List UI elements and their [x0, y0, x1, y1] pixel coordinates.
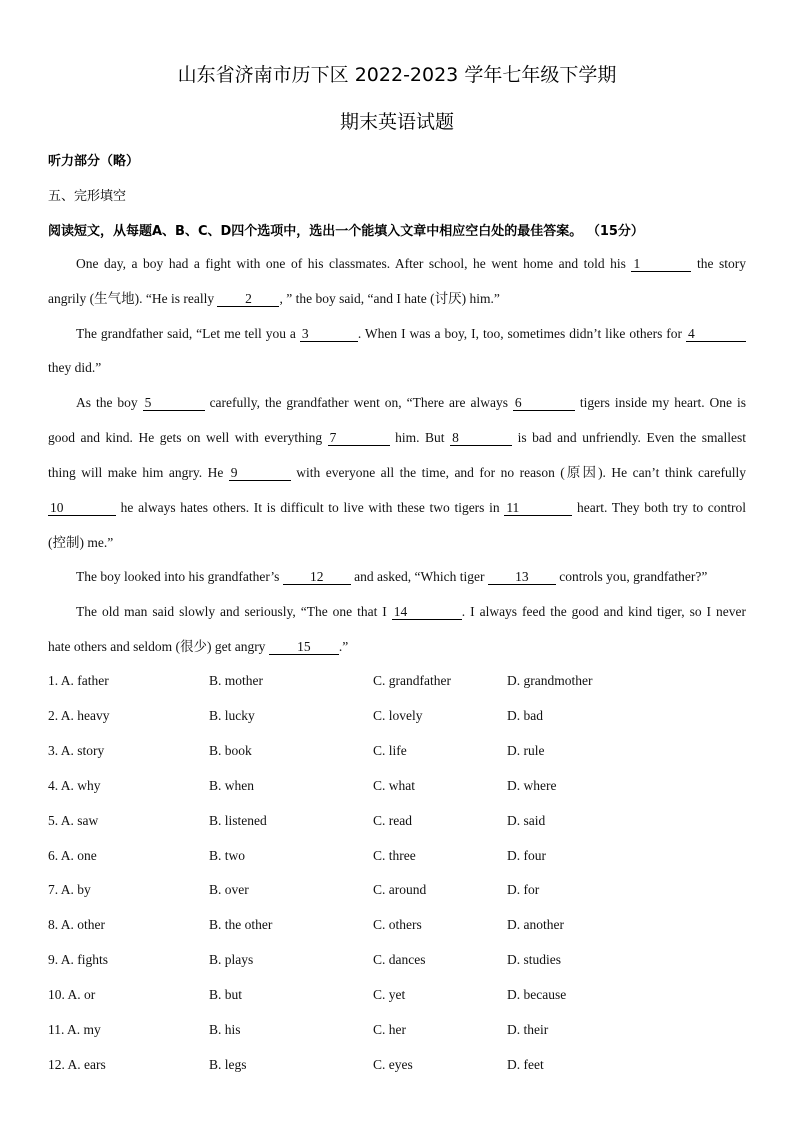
- option-c[interactable]: C. eyes: [373, 1057, 413, 1072]
- option-a[interactable]: 11. A. my: [48, 1022, 101, 1037]
- passage-line: [76, 567, 746, 587]
- option-c[interactable]: C. life: [373, 743, 407, 758]
- answer-blank: 4: [686, 326, 746, 342]
- option-a[interactable]: 9. A. fights: [48, 952, 109, 967]
- option-b[interactable]: B. his: [209, 1022, 241, 1037]
- passage-text: tigers inside my heart. One is: [574, 395, 746, 410]
- option-d[interactable]: D. another: [507, 917, 564, 932]
- option-d[interactable]: D. where: [507, 778, 557, 793]
- option-c[interactable]: C. read: [373, 813, 412, 828]
- passage-text: . I always feed the good and kind tiger, so I never: [461, 604, 746, 619]
- option-b[interactable]: B. plays: [209, 952, 254, 967]
- option-d[interactable]: D. rule: [507, 743, 545, 758]
- cloze-instruction: 阅读短文，从每题A、B、C、D四个选项中，选出一个能填入文章中相应空白处的最佳答案。 （15分）: [48, 224, 644, 239]
- answer-blank: 14: [392, 604, 462, 620]
- option-a[interactable]: 7. A. by: [48, 882, 91, 897]
- question-option-row: [0, 987, 794, 1007]
- passage-text: carefully, the grandfather went on, “There are always: [204, 395, 513, 410]
- option-b[interactable]: B. listened: [209, 813, 267, 828]
- option-d[interactable]: D. four: [507, 848, 546, 863]
- passage-line: [76, 324, 746, 344]
- option-a[interactable]: 3. A. story: [48, 743, 105, 758]
- question-option-row: [0, 917, 794, 937]
- option-c[interactable]: C. dances: [373, 952, 426, 967]
- option-a[interactable]: 2. A. heavy: [48, 708, 110, 723]
- answer-blank: 11: [504, 500, 572, 516]
- question-option-row: [0, 952, 794, 972]
- question-option-row: [0, 813, 794, 833]
- option-c[interactable]: C. her: [373, 1022, 406, 1037]
- passage-text: him. But: [389, 430, 451, 445]
- option-a[interactable]: 8. A. other: [48, 917, 105, 932]
- option-a[interactable]: 4. A. why: [48, 778, 101, 793]
- option-d[interactable]: D. feet: [507, 1057, 544, 1072]
- question-option-row: [0, 1057, 794, 1077]
- option-c[interactable]: C. grandfather: [373, 673, 451, 688]
- passage-line: [48, 289, 746, 309]
- passage-line: [48, 428, 746, 448]
- passage-line: [76, 602, 746, 622]
- option-d[interactable]: D. their: [507, 1022, 549, 1037]
- option-a[interactable]: 10. A. or: [48, 987, 96, 1002]
- option-d[interactable]: D. for: [507, 882, 540, 897]
- question-option-row: [0, 708, 794, 728]
- option-b[interactable]: B. but: [209, 987, 243, 1002]
- answer-blank: 8: [450, 430, 512, 446]
- passage-line: they did.”: [48, 360, 102, 375]
- option-c[interactable]: C. what: [373, 778, 415, 793]
- passage-line: (控制) me.”: [48, 535, 114, 550]
- listening-section-heading: 听力部分（略）: [48, 154, 140, 169]
- option-d[interactable]: D. because: [507, 987, 567, 1002]
- passage-text: , ” the boy said, “and I hate (讨厌) him.”: [279, 291, 500, 306]
- option-a[interactable]: 5. A. saw: [48, 813, 99, 828]
- passage-text: and asked, “Which tiger: [350, 569, 488, 584]
- option-d[interactable]: D. studies: [507, 952, 561, 967]
- passage-text: good and kind. He gets on well with everything: [48, 430, 328, 445]
- option-a[interactable]: 6. A. one: [48, 848, 97, 863]
- question-option-row: [0, 673, 794, 693]
- passage-text: .”: [338, 639, 349, 654]
- option-b[interactable]: B. over: [209, 882, 249, 897]
- option-b[interactable]: B. when: [209, 778, 254, 793]
- option-c[interactable]: C. around: [373, 882, 427, 897]
- question-option-row: [0, 778, 794, 798]
- option-b[interactable]: B. two: [209, 848, 246, 863]
- passage-text: As the boy: [76, 395, 143, 410]
- answer-blank: 1: [631, 256, 691, 272]
- answer-blank: 2: [217, 291, 279, 307]
- passage-text: he always hates others. It is difficult to live with these two tigers in: [116, 500, 505, 515]
- option-d[interactable]: D. grandmother: [507, 673, 593, 688]
- passage-line: [48, 498, 746, 518]
- answer-blank: 5: [143, 395, 205, 411]
- passage-text: the story: [691, 256, 747, 271]
- answer-blank: 10: [48, 500, 116, 516]
- passage-text: The boy looked into his grandfather’s: [76, 569, 283, 584]
- option-c[interactable]: C. lovely: [373, 708, 423, 723]
- option-b[interactable]: B. mother: [209, 673, 263, 688]
- option-d[interactable]: D. bad: [507, 708, 543, 723]
- option-b[interactable]: B. legs: [209, 1057, 247, 1072]
- option-a[interactable]: 12. A. ears: [48, 1057, 106, 1072]
- question-option-row: [0, 743, 794, 763]
- answer-blank: 13: [488, 569, 556, 585]
- option-b[interactable]: B. book: [209, 743, 252, 758]
- passage-text: controls you, grandfather?”: [555, 569, 708, 584]
- passage-line: [48, 637, 746, 657]
- answer-blank: 15: [269, 639, 339, 655]
- option-d[interactable]: D. said: [507, 813, 546, 828]
- passage-text: The old man said slowly and seriously, “The one that I: [76, 604, 392, 619]
- passage-text: One day, a boy had a fight with one of his classmates. After school, he went home and told his: [76, 256, 632, 271]
- option-c[interactable]: C. yet: [373, 987, 406, 1002]
- passage-text: The grandfather said, “Let me tell you a: [76, 326, 300, 341]
- option-c[interactable]: C. others: [373, 917, 422, 932]
- question-option-row: [0, 882, 794, 902]
- answer-blank: 3: [300, 326, 358, 342]
- passage-text: thing will make him angry. He: [48, 465, 229, 480]
- answer-blank: 6: [513, 395, 575, 411]
- passage-text: is bad and unfriendly. Even the smallest: [512, 430, 746, 445]
- option-a[interactable]: 1. A. father: [48, 673, 109, 688]
- option-c[interactable]: C. three: [373, 848, 416, 863]
- page-subtitle: 期末英语试题: [339, 111, 454, 133]
- passage-text: hate others and seldom (很少) get angry: [48, 639, 269, 654]
- passage-text: with everyone all the time, and for no reason (原因). He can’t think carefully: [290, 465, 747, 480]
- passage-text: angrily (生气地). “He is really: [48, 291, 218, 306]
- passage-text: heart. They both try to control: [572, 500, 746, 515]
- answer-blank: 7: [328, 430, 390, 446]
- passage-text: . When I was a boy, I, too, sometimes didn’t like others for: [357, 326, 686, 341]
- question-option-row: [0, 1022, 794, 1042]
- passage-line: [76, 393, 746, 413]
- passage-line: [48, 463, 746, 483]
- option-b[interactable]: B. lucky: [209, 708, 255, 723]
- answer-blank: 9: [229, 465, 291, 481]
- option-b[interactable]: B. the other: [209, 917, 273, 932]
- answer-blank: 12: [283, 569, 351, 585]
- question-option-row: [0, 848, 794, 868]
- passage-line: [76, 254, 746, 274]
- cloze-section-heading: 五、完形填空: [48, 189, 127, 204]
- page-title: 山东省济南市历下区 2022-2023 学年七年级下学期: [177, 64, 617, 86]
